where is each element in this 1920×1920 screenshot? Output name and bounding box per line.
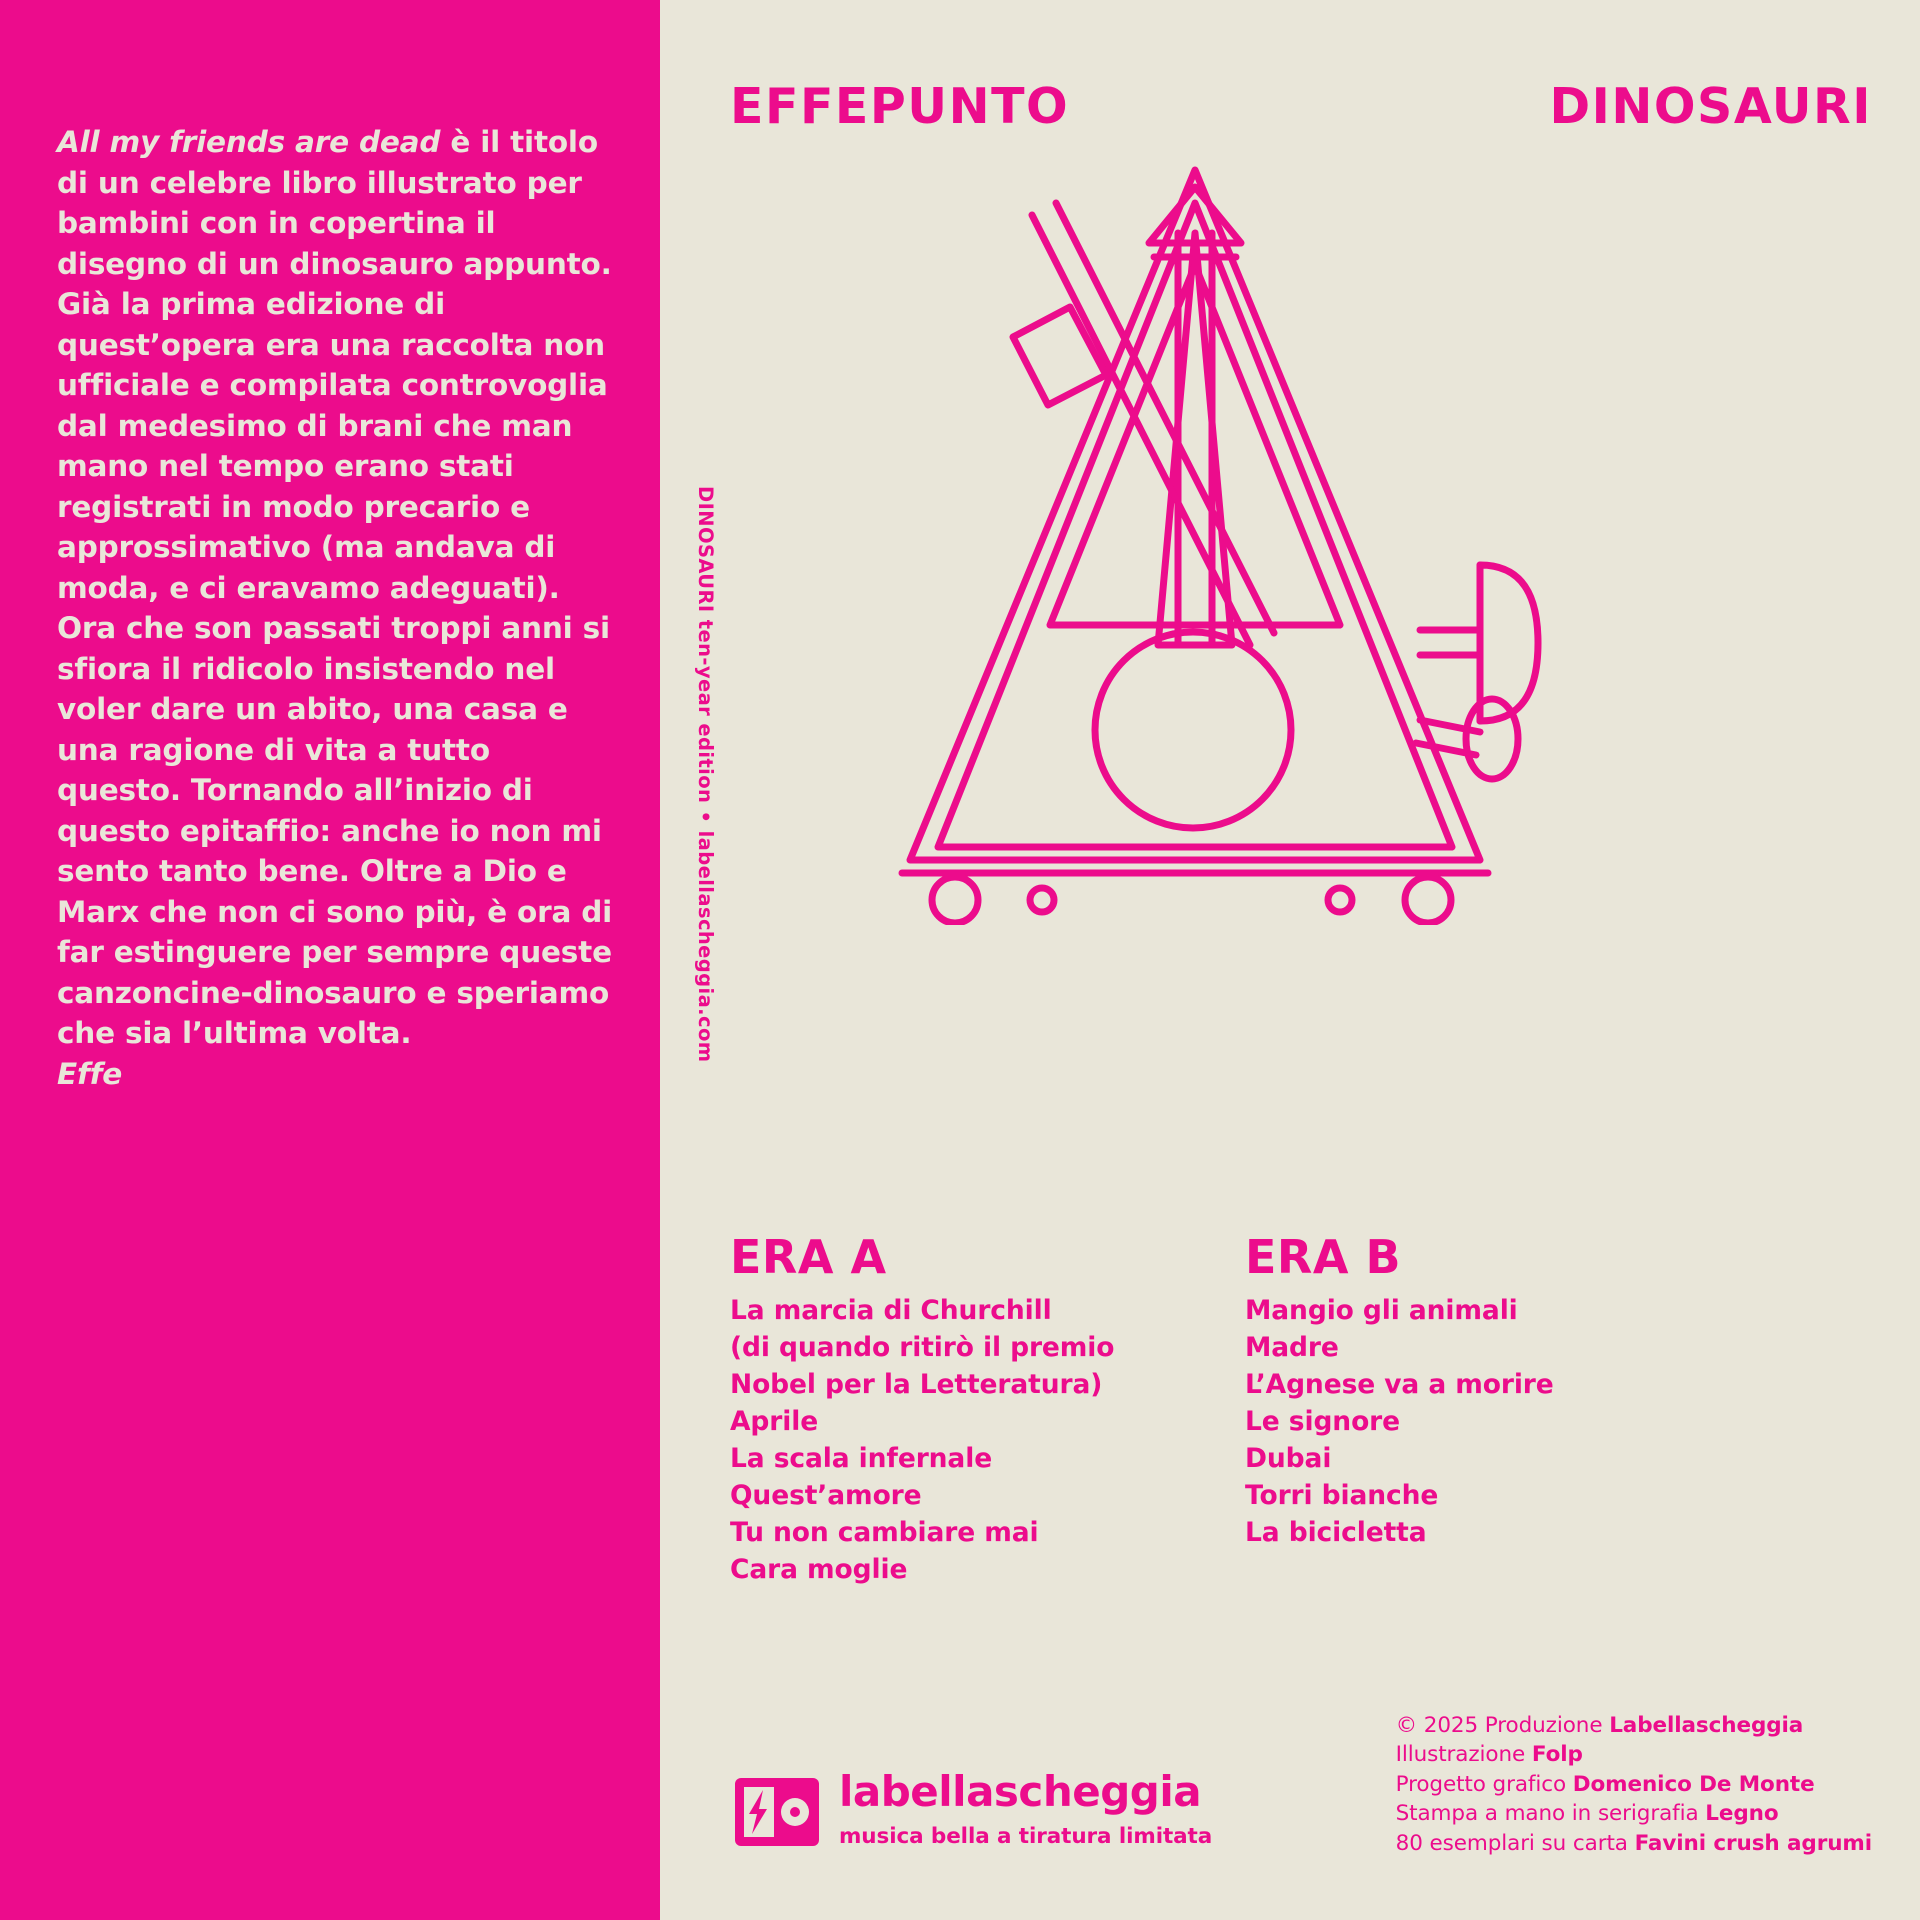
track-item: La bicicletta [1245, 1517, 1427, 1548]
track-item: Quest’amore [730, 1480, 922, 1511]
track-item: Torri bianche [1245, 1480, 1439, 1511]
track-item: La scala infernale [730, 1443, 993, 1474]
credit-strong: Favini crush agrumi [1634, 1830, 1872, 1856]
tracklist-side-a [730, 1230, 1210, 1588]
liner-notes-panel [0, 0, 660, 1920]
lightning-cassette-logo-icon [733, 1768, 821, 1856]
credit-prefix: 80 esemplari su carta [1395, 1830, 1635, 1856]
credit-strong: Folp [1531, 1742, 1583, 1767]
track-item: (di quando ritirò il premio [730, 1332, 1115, 1363]
track-item: Nobel per la Letteratura) [730, 1369, 1103, 1400]
credit-strong: Domenico De Monte [1572, 1771, 1815, 1797]
credit-prefix: Progetto grafico [1395, 1771, 1573, 1797]
credit-prefix: Stampa a mano in serigrafia [1395, 1801, 1706, 1826]
album-title: DINOSAURI [1549, 78, 1872, 135]
track-item: Aprile [730, 1406, 819, 1437]
credit-strong: Legno [1705, 1801, 1779, 1826]
track-item: Madre [1245, 1332, 1339, 1363]
label-tagline: musica bella a tiratura limitata [839, 1824, 1213, 1849]
track-item: Tu non cambiare mai [730, 1517, 1039, 1548]
label-block [733, 1766, 1212, 1856]
track-item: L’Agnese va a morire [1245, 1369, 1554, 1400]
credit-line-design [1396, 1770, 1872, 1800]
label-name: labellascheggia [839, 1767, 1202, 1816]
credit-strong: Labellascheggia [1609, 1712, 1804, 1738]
tracklist-side-b [1245, 1230, 1725, 1551]
track-item: Mangio gli animali [1245, 1295, 1518, 1326]
liner-notes-signature: Effe [57, 1056, 123, 1091]
liner-notes-body: è il titolo di un celebre libro illustrato per bambini con in copertina il disegno di un dinosauro appunto. Già la prima edizione di quest’opera era una raccolta non ufficiale e compilata controvoglia dal medesimo di brani che man mano nel tempo erano stati registrati in modo precario e approssimativo (ma andava di moda, e ci eravamo adeguati). Ora che son passati troppi anni si sfiora il ridicolo insistendo nel voler dare un abito, una casa e una ragione di vita a tutto questo. Tornando all’inizio di questo epitaffio: anche io non mi sento tanto bene. Oltre a Dio e Marx che non ci sono più, è ora di far estinguere per sempre queste canzoncine-dinosauro e speriamo che sia l’ultima volta. [57, 125, 613, 1050]
credit-prefix: Illustrazione [1395, 1742, 1532, 1767]
metronome-illustration [780, 125, 1800, 925]
liner-notes-lead: All my friends are dead [57, 125, 441, 159]
liner-notes-text [57, 122, 617, 1094]
credit-line-copyright [1396, 1711, 1872, 1741]
track-item: La marcia di Churchill [730, 1295, 1052, 1326]
main-panel [660, 0, 1920, 1920]
credit-prefix: © 2025 Produzione [1395, 1712, 1610, 1738]
credit-line-edition [1396, 1829, 1872, 1859]
band-name: EFFEPUNTO [730, 78, 1070, 135]
side-a-title: ERA A [730, 1230, 887, 1284]
credit-line-illustration [1396, 1740, 1872, 1770]
credits-block [1396, 1711, 1872, 1859]
label-text [839, 1766, 1212, 1849]
track-item: Dubai [1245, 1443, 1332, 1474]
credit-line-print [1396, 1799, 1872, 1829]
track-item: Cara moglie [730, 1554, 908, 1585]
side-b-title: ERA B [1245, 1230, 1402, 1284]
spine-caption: DINOSAURI ten-year edition • labellascheggia.com [694, 486, 717, 1063]
track-item: Le signore [1245, 1406, 1401, 1437]
